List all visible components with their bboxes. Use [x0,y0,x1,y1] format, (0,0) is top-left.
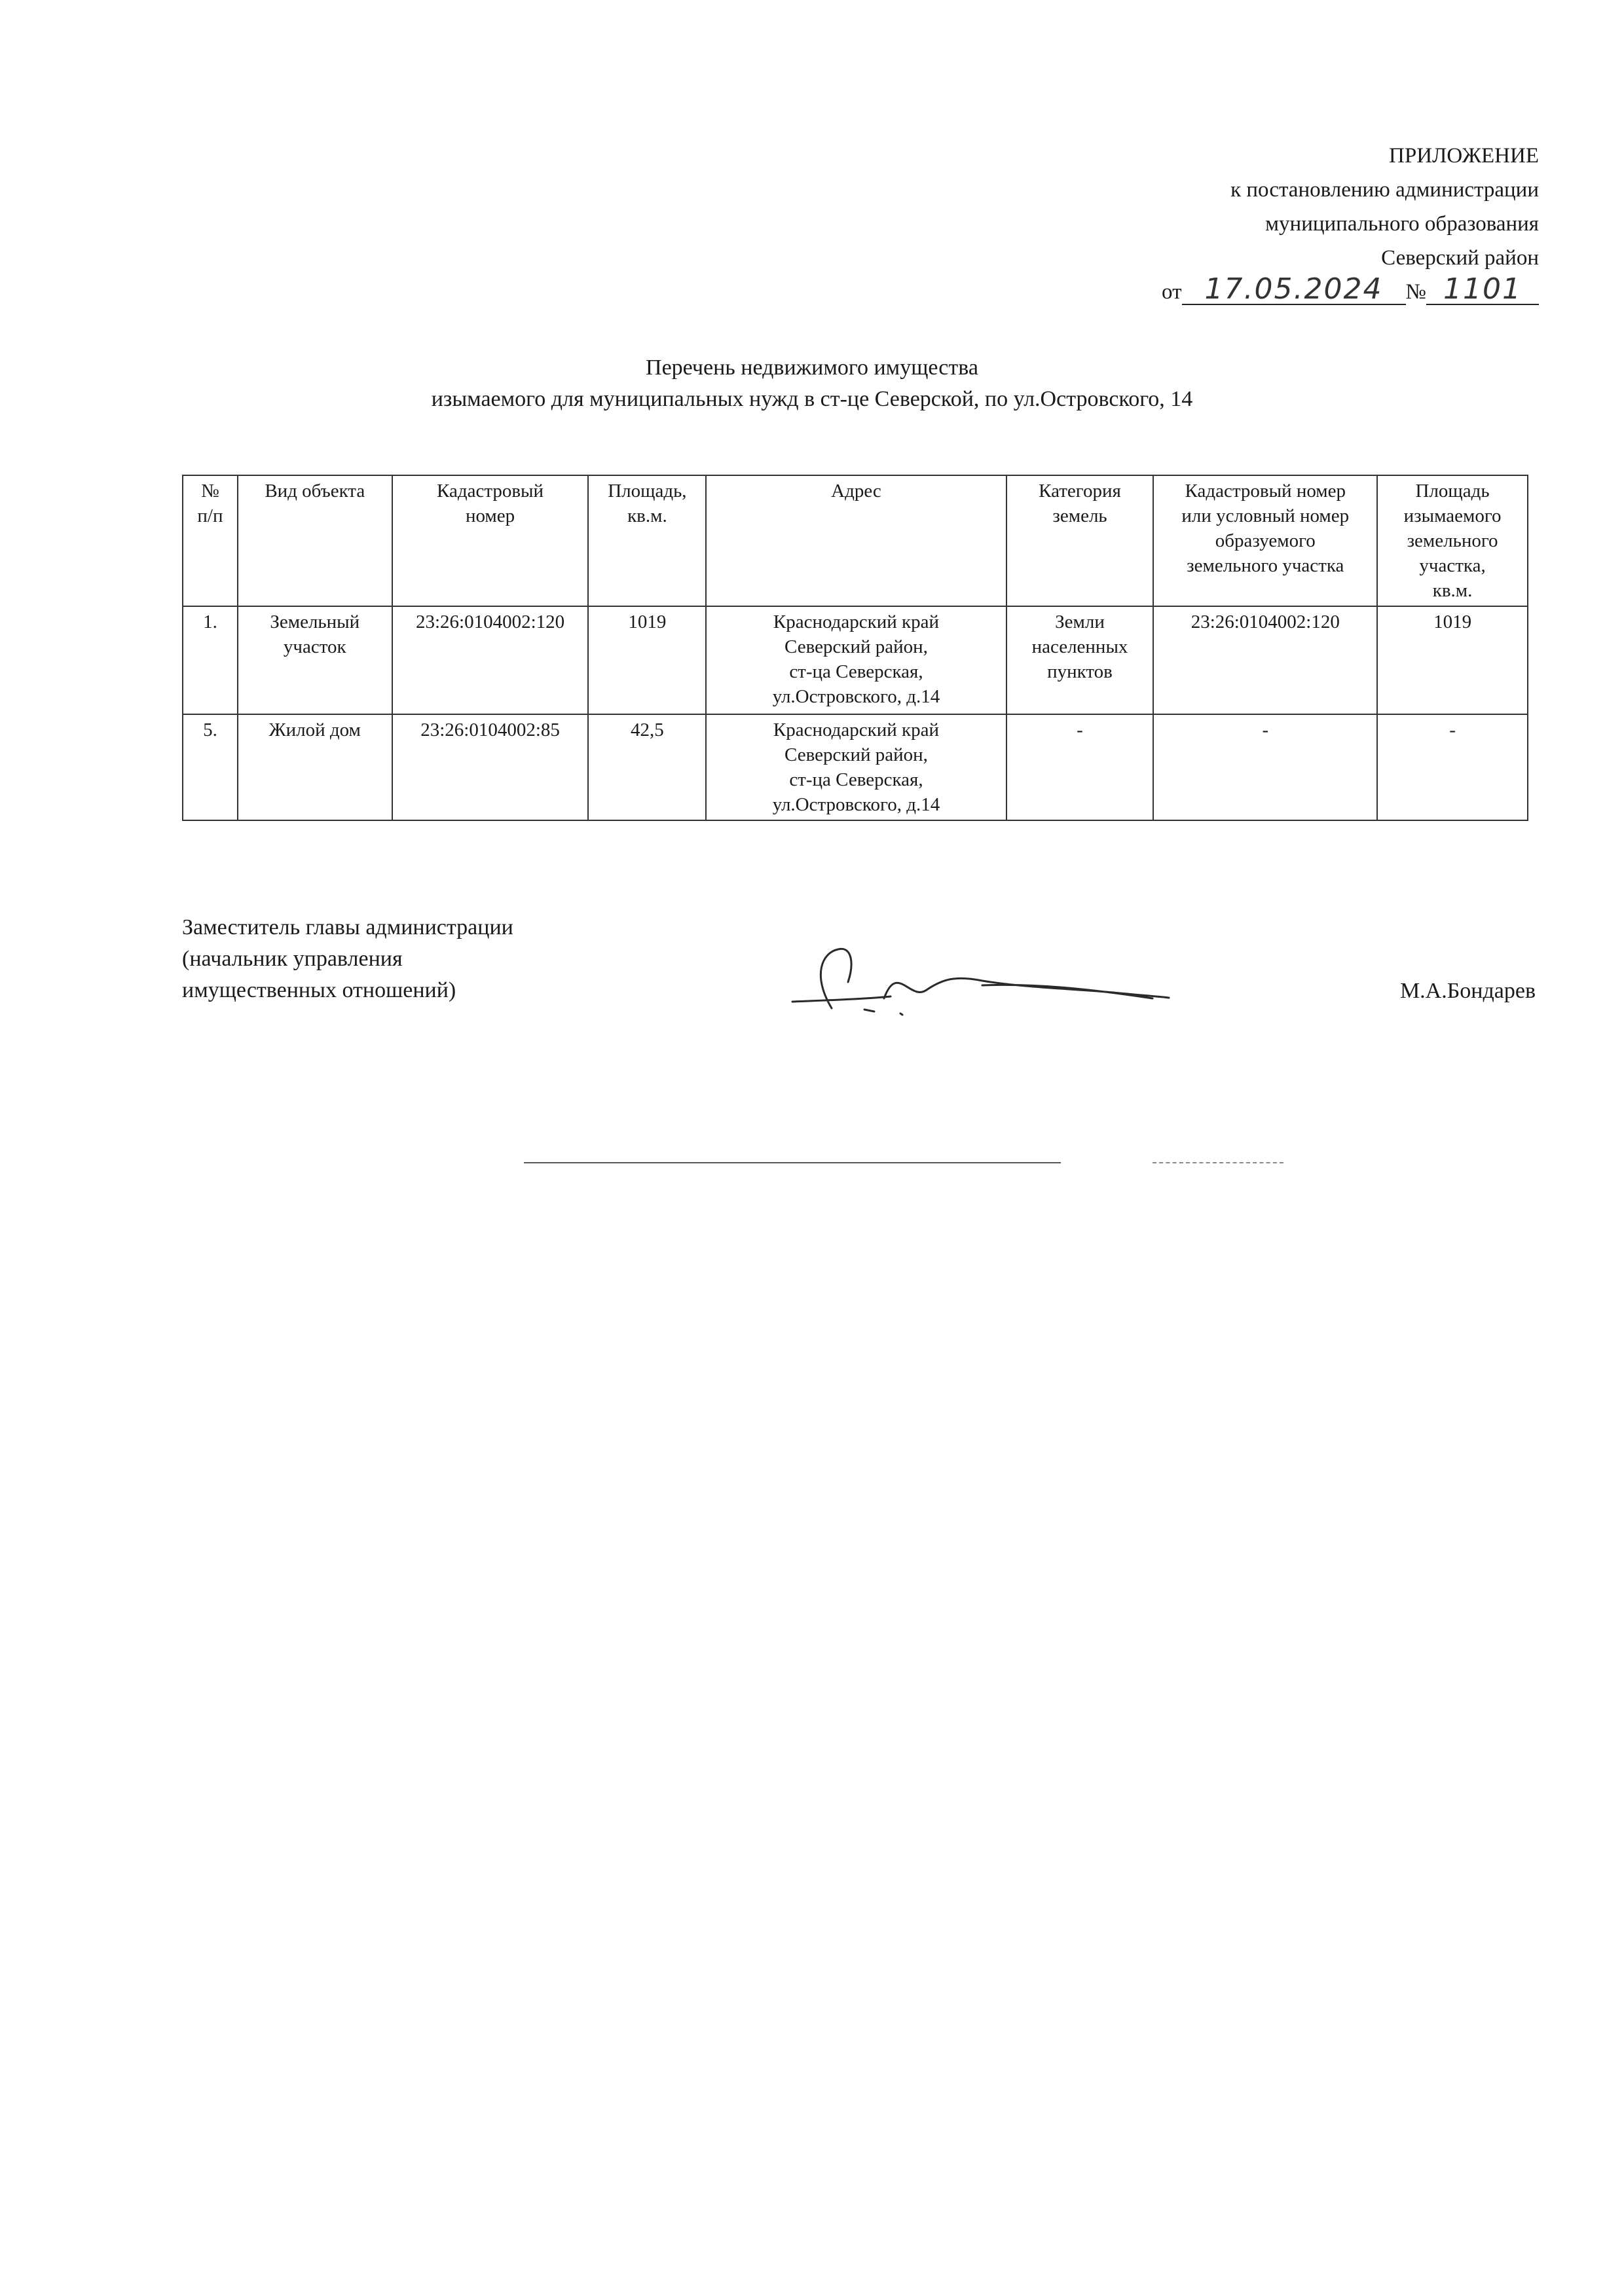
header-area: Площадь, кв.м. [588,475,706,606]
cell-object-type: Жилой дом [238,714,392,820]
appendix-line-1: к постановлению администрации [1230,178,1539,202]
title-line-2: изымаемого для муниципальных нужд в ст-це Северской, по ул.Островского, 14 [431,387,1193,411]
title-line-1: Перечень недвижимого имущества [646,355,978,380]
appendix-title: ПРИЛОЖЕНИЕ [1389,144,1539,168]
cell-number: 5. [183,714,238,820]
signer-position-line-1: Заместитель главы администрации [182,915,513,939]
table-header-row [183,475,1528,606]
divider-line [1153,1162,1283,1163]
divider-line [524,1162,1061,1163]
cell-land-category: Земли населенных пунктов [1006,606,1154,714]
cell-seized-area: - [1377,714,1528,820]
header-seized-area: Площадь изымаемого земельного участка, кв.м. [1377,475,1528,606]
header-new-cadastral-number: Кадастровый номер или условный номер образуемого земельного участка [1153,475,1377,606]
signer-name: М.А.Бондарев [1399,979,1536,1003]
number-prefix: № [1405,280,1426,304]
appendix-line-3: Северский район [1381,246,1539,270]
table-row [183,606,1528,714]
appendix-reference [950,272,1539,309]
signer-position [182,912,640,1006]
handwritten-signature [786,936,1179,1021]
header-number: № п/п [183,475,238,606]
cell-new-cadastral-number: 23:26:0104002:120 [1153,606,1377,714]
cell-seized-area: 1019 [1377,606,1528,714]
cell-area: 42,5 [588,714,706,820]
table-row [183,714,1528,820]
handwritten-number: 1101 [1426,275,1539,305]
header-address: Адрес [706,475,1006,606]
cell-area: 1019 [588,606,706,714]
signer-position-line-3: имущественных отношений) [182,978,456,1002]
cell-object-type: Земельный участок [238,606,392,714]
cell-new-cadastral-number: - [1153,714,1377,820]
cell-cadastral-number: 23:26:0104002:85 [392,714,589,820]
header-object-type: Вид объекта [238,475,392,606]
header-cadastral-number: Кадастровый номер [392,475,589,606]
appendix-line-2: муниципального образования [1265,212,1539,236]
document-title [0,352,1624,415]
header-land-category: Категория земель [1006,475,1154,606]
date-prefix: от [1162,280,1182,304]
cell-number: 1. [183,606,238,714]
cell-cadastral-number: 23:26:0104002:120 [392,606,589,714]
cell-address: Краснодарский край Северский район, ст-ца Северская, ул.Островского, д.14 [706,606,1006,714]
handwritten-date: 17.05.2024 [1182,275,1406,305]
property-table [182,475,1528,821]
cell-address: Краснодарский край Северский район, ст-ца Северская, ул.Островского, д.14 [706,714,1006,820]
appendix-header [950,139,1539,309]
signer-position-line-2: (начальник управления [182,947,403,971]
cell-land-category: - [1006,714,1154,820]
